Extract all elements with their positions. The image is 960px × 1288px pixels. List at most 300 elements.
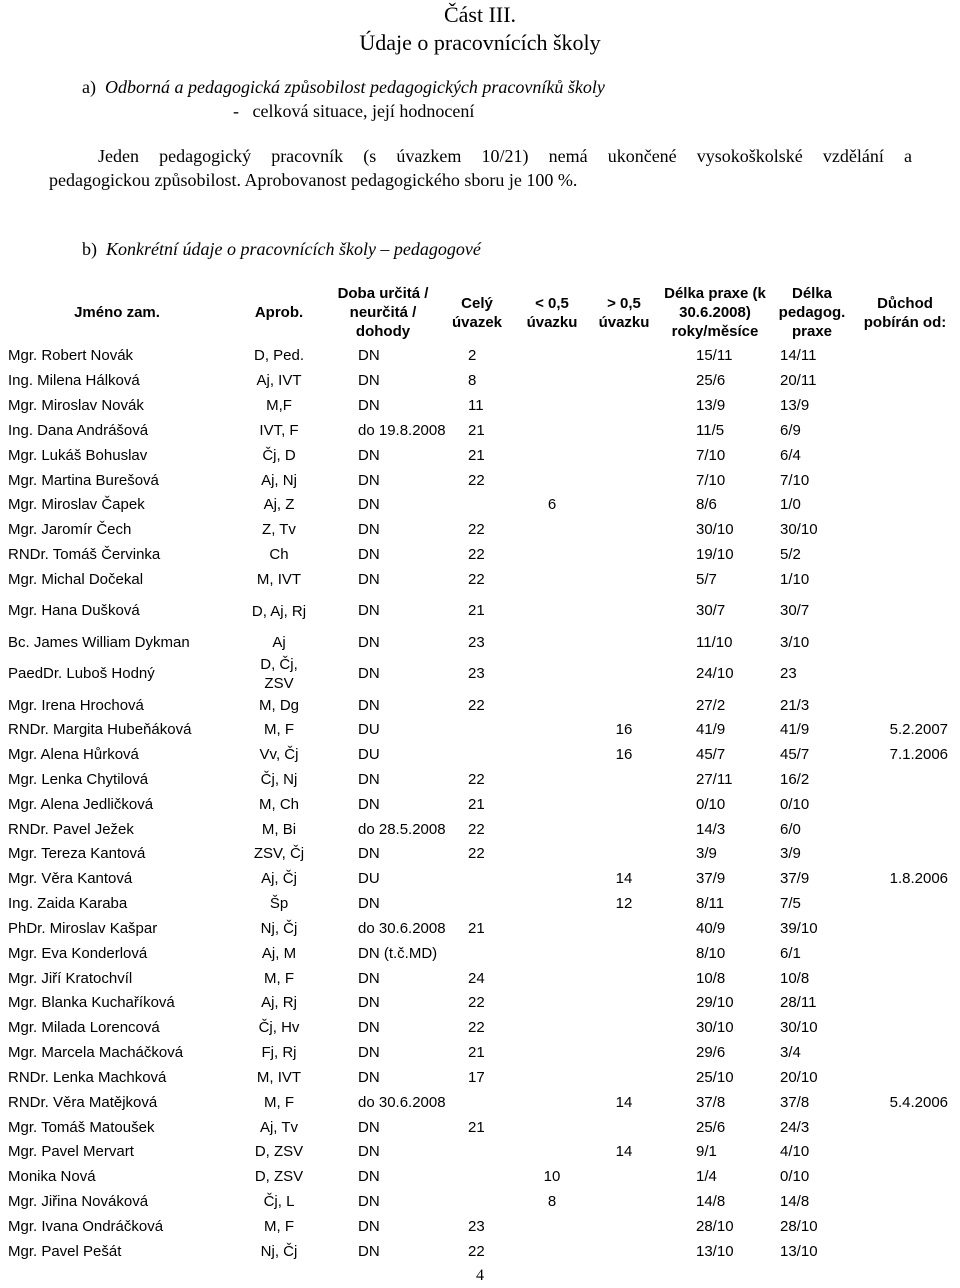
header-duchod: Důchod pobírán od: (863, 294, 947, 331)
full-load-cell: 21 (468, 602, 485, 620)
employee-name-cell: Mgr. Jiří Kratochvíl (8, 969, 133, 987)
contract-type-cell: DN (358, 546, 380, 564)
full-load-cell: 22 (468, 1019, 485, 1037)
pedagogical-practice-cell: 23 (780, 665, 797, 683)
aprobation-cell: M, F (264, 969, 294, 987)
employee-name-cell: Mgr. Michal Dočekal (8, 570, 144, 588)
table-row (4, 567, 956, 592)
employee-name-cell: Mgr. Lukáš Bohuslav (8, 446, 148, 464)
under-half-load-cell (516, 1140, 588, 1165)
pedagogical-practice-cell: 30/10 (780, 521, 818, 539)
total-practice-cell: 1/4 (696, 1168, 717, 1186)
pedagogical-practice-cell: 1/10 (780, 570, 810, 588)
aprobation-cell (230, 592, 328, 630)
under-half-load-cell (516, 941, 588, 966)
table-row (4, 768, 956, 793)
pension-since-cell (854, 518, 956, 543)
paragraph-line-2: pedagogickou způsobilost. Aprobovanost pedagogického sboru je 100 %. (49, 170, 578, 190)
under-half-load-cell (516, 369, 588, 394)
total-practice-cell: 13/9 (696, 397, 726, 415)
pedagogical-practice-cell: 30/10 (780, 1019, 818, 1037)
total-practice-cell: 0/10 (696, 795, 726, 813)
contract-type-cell: DN (358, 446, 380, 464)
over-half-load-cell (588, 941, 660, 966)
contract-type-cell: DU (358, 721, 380, 739)
aprobation-cell: Aj, Z (263, 496, 295, 514)
pension-since-cell (854, 1215, 956, 1240)
over-half-load-cell (588, 518, 660, 543)
full-load-cell (438, 493, 516, 518)
under-half-load-cell (516, 655, 588, 693)
contract-type-cell: DU (358, 746, 380, 764)
under-half-load-cell (516, 693, 588, 718)
under-half-load-cell (516, 817, 588, 842)
contract-type-cell: DN (358, 795, 380, 813)
under-half-load-cell (516, 768, 588, 793)
table-row (4, 418, 956, 443)
header-more-half: > 0,5 úvazku (598, 294, 650, 331)
employee-name-cell: Mgr. Milada Lorencová (8, 1019, 160, 1037)
employee-name-cell: Bc. James William Dykman (8, 633, 190, 651)
full-load-cell (438, 867, 516, 892)
pension-since-cell (854, 443, 956, 468)
assessment-paragraph (49, 144, 912, 192)
over-half-load-cell (588, 630, 660, 655)
contract-type-cell: DN (358, 895, 380, 913)
employee-name-cell: Mgr. Tereza Kantová (8, 845, 146, 863)
contract-type-cell: DN (358, 633, 380, 651)
full-load-cell (438, 1140, 516, 1165)
employee-name-cell: Mgr. Marcela Macháčková (8, 1044, 184, 1062)
pedagogical-practice-cell: 5/2 (780, 546, 801, 564)
contract-type-cell: DN (358, 1019, 380, 1037)
aprobation-cell: Aj, IVT (256, 372, 302, 390)
full-load-cell: 21 (468, 919, 485, 937)
pension-since-cell (854, 1140, 956, 1165)
over-half-load-cell (588, 655, 660, 693)
under-half-load-cell (516, 518, 588, 543)
section-a-heading (82, 75, 605, 99)
pedagogical-practice-cell: 7/10 (780, 471, 810, 489)
employee-name-cell: PhDr. Miroslav Kašpar (8, 919, 158, 937)
aprobation-cell: Čj, Nj (260, 771, 298, 788)
employee-name-cell: RNDr. Lenka Machková (8, 1068, 167, 1086)
full-load-cell: 21 (468, 421, 485, 439)
page-number: 4 (476, 1267, 484, 1284)
pedagogical-practice-cell: 20/11 (780, 372, 817, 390)
over-half-load-cell (588, 1239, 660, 1264)
pedagogical-practice-cell: 13/10 (780, 1242, 818, 1260)
pension-since-cell (854, 493, 956, 518)
employee-name-cell: Mgr. Alena Hůrková (8, 746, 139, 764)
aprobation-cell: Čj, Hv (258, 1019, 300, 1037)
over-half-load-cell: 16 (615, 746, 633, 764)
aprobation-cell: M, IVT (256, 570, 302, 588)
pension-since-cell (854, 693, 956, 718)
aprobation-text: D, Aj, Rj (251, 602, 307, 620)
over-half-load-cell (588, 344, 660, 369)
pension-since-cell (854, 1115, 956, 1140)
total-practice-cell: 7/10 (696, 446, 726, 464)
pension-since-cell (854, 543, 956, 568)
pedagogical-practice-cell: 3/10 (780, 633, 810, 651)
total-practice-cell: 13/10 (696, 1242, 734, 1260)
over-half-load-cell (588, 917, 660, 942)
total-practice-cell: 25/10 (696, 1068, 734, 1086)
full-load-cell: 22 (468, 845, 485, 863)
total-practice-cell: 30/10 (696, 1019, 734, 1037)
staff-table-body (4, 344, 956, 1264)
aprobation-cell: M, F (264, 721, 294, 739)
paragraph-line-1: Jeden pedagogický pracovník (s úvazkem 10/21) nemá ukončené vysokoškolské vzdělání a (98, 146, 912, 166)
table-row (4, 394, 956, 419)
under-half-load-cell (516, 1016, 588, 1041)
pedagogical-practice-cell: 24/3 (780, 1118, 810, 1136)
employee-name-cell: Mgr. Lenka Chytilová (8, 771, 149, 788)
aprobation-cell: IVT, F (259, 421, 299, 439)
section-b-heading (82, 237, 481, 261)
over-half-load-cell (588, 1190, 660, 1215)
total-practice-cell: 5/7 (696, 570, 717, 588)
over-half-load-cell: 14 (615, 870, 633, 888)
over-half-load-cell (588, 1115, 660, 1140)
table-row (4, 941, 956, 966)
total-practice-cell: 15/11 (696, 347, 733, 365)
employee-name-cell: Mgr. Miroslav Novák (8, 397, 144, 415)
full-load-cell: 22 (468, 521, 485, 539)
under-half-load-cell (516, 842, 588, 867)
pension-since-cell (854, 768, 956, 793)
pension-since-cell (854, 1239, 956, 1264)
over-half-load-cell (588, 394, 660, 419)
total-practice-cell: 27/2 (696, 696, 726, 714)
total-practice-cell: 11/5 (696, 421, 725, 439)
full-load-cell: 22 (468, 994, 485, 1012)
table-row (4, 817, 956, 842)
pedagogical-practice-cell: 1/0 (780, 496, 801, 514)
table-row (4, 468, 956, 493)
aprobation-cell: Ch (269, 546, 289, 564)
aprobation-cell: Aj, Nj (261, 471, 297, 489)
over-half-load-cell (588, 792, 660, 817)
table-row (4, 1115, 956, 1140)
over-half-load-cell (588, 1016, 660, 1041)
total-practice-cell: 24/10 (696, 665, 734, 683)
table-row (4, 892, 956, 917)
aprobation-cell: ZSV, Čj (253, 845, 305, 863)
full-load-cell: 21 (468, 446, 485, 464)
over-half-load-cell (588, 991, 660, 1016)
total-practice-cell: 14/3 (696, 820, 726, 838)
employee-name-cell: Mgr. Martina Burešová (8, 471, 159, 489)
employee-name-cell: Monika Nová (8, 1168, 96, 1186)
header-aprob: Aprob. (254, 304, 304, 321)
over-half-load-cell (588, 1041, 660, 1066)
header-delka-pedagog: Délka pedagog. praxe (778, 285, 846, 340)
pension-since-cell: 1.8.2006 (889, 870, 948, 888)
pedagogical-practice-cell: 14/11 (780, 347, 817, 365)
header-delka-praxe: Délka praxe (k 30.6.2008) roky/měsíce (664, 285, 766, 340)
contract-type-cell: DN (358, 969, 380, 987)
full-load-cell: 22 (468, 546, 485, 564)
contract-type-cell: DN (358, 521, 380, 539)
contract-type-cell: do 30.6.2008 (358, 919, 446, 937)
table-row (4, 1165, 956, 1190)
contract-type-cell: DN (358, 1217, 380, 1235)
over-half-load-cell (588, 592, 660, 630)
contract-type-cell: DN (358, 570, 380, 588)
full-load-cell: 21 (468, 795, 485, 813)
employee-name-cell: Mgr. Eva Konderlová (8, 944, 148, 962)
table-row (4, 792, 956, 817)
contract-type-cell: DN (358, 1168, 380, 1186)
aprobation-cell: D, Ped. (253, 347, 305, 365)
aprobation-cell: M, Dg (258, 696, 299, 714)
over-half-load-cell (588, 369, 660, 394)
table-row (4, 1140, 956, 1165)
aprobation-cell: Aj, Rj (261, 994, 297, 1012)
table-row (4, 543, 956, 568)
pedagogical-practice-cell: 45/7 (780, 746, 810, 764)
contract-type-cell: DN (358, 994, 380, 1012)
under-half-load-cell (516, 1041, 588, 1066)
contract-type-cell: DN (358, 1068, 380, 1086)
under-half-load-cell (516, 630, 588, 655)
pedagogical-practice-cell: 37/8 (780, 1093, 810, 1111)
employee-name-cell: Mgr. Jaromír Čech (8, 521, 132, 539)
pension-since-cell (854, 592, 956, 630)
aprobation-cell: D, ZSV (254, 1143, 304, 1161)
pension-since-cell (854, 892, 956, 917)
employee-name-cell: Mgr. Pavel Mervart (8, 1143, 134, 1161)
full-load-cell (438, 941, 516, 966)
contract-type-cell: DN (358, 696, 380, 714)
total-practice-cell: 3/9 (696, 845, 717, 863)
under-half-load-cell (516, 867, 588, 892)
table-row (4, 592, 956, 630)
contract-type-cell: DN (t.č.MD) (358, 944, 438, 962)
full-load-cell: 17 (468, 1068, 485, 1086)
under-half-load-cell: 10 (543, 1168, 561, 1186)
contract-type-cell: do 19.8.2008 (358, 421, 446, 439)
aprobation-cell: Aj, Tv (259, 1118, 299, 1136)
pension-since-cell (854, 817, 956, 842)
contract-type-cell: DN (358, 1193, 380, 1211)
aprobation-cell: Nj, Čj (260, 919, 298, 937)
contract-type-cell: DN (358, 1118, 380, 1136)
employee-name-cell: Mgr. Pavel Pešát (8, 1242, 122, 1260)
total-practice-cell: 45/7 (696, 746, 726, 764)
under-half-load-cell (516, 1239, 588, 1264)
full-load-cell (438, 892, 516, 917)
full-load-cell: 23 (468, 1217, 485, 1235)
aprobation-text: D, Čj, ZSV (260, 656, 298, 693)
pedagogical-practice-cell: 20/10 (780, 1068, 818, 1086)
pedagogical-practice-cell: 6/0 (780, 820, 801, 838)
table-row (4, 743, 956, 768)
staff-table (4, 281, 956, 1264)
total-practice-cell: 19/10 (696, 546, 734, 564)
pedagogical-practice-cell: 39/10 (780, 919, 818, 937)
full-load-cell (438, 1190, 516, 1215)
employee-name-cell: PaedDr. Luboš Hodný (8, 665, 155, 683)
full-load-cell: 11 (468, 397, 484, 415)
total-practice-cell: 8/11 (696, 895, 725, 913)
over-half-load-cell (588, 693, 660, 718)
full-load-cell (438, 1165, 516, 1190)
under-half-load-cell (516, 592, 588, 630)
pedagogical-practice-cell: 41/9 (780, 721, 810, 739)
pedagogical-practice-cell: 3/9 (780, 845, 801, 863)
table-row (4, 344, 956, 369)
pension-since-cell: 5.2.2007 (889, 721, 948, 739)
pension-since-cell: 5.4.2006 (889, 1093, 948, 1111)
pension-since-cell (854, 1041, 956, 1066)
under-half-load-cell (516, 418, 588, 443)
section-a-subitem: - celková situace, její hodnocení (233, 101, 475, 121)
employee-name-cell: Mgr. Robert Novák (8, 347, 134, 365)
section-b-marker: b) (82, 239, 97, 259)
contract-type-cell: do 28.5.2008 (358, 820, 446, 838)
under-half-load-cell: 8 (547, 1193, 557, 1211)
under-half-load-cell (516, 743, 588, 768)
full-load-cell: 22 (468, 771, 485, 788)
over-half-load-cell: 14 (615, 1143, 633, 1161)
over-half-load-cell: 16 (615, 721, 633, 739)
table-row (4, 518, 956, 543)
aprobation-cell: Aj (272, 633, 286, 651)
full-load-cell: 8 (468, 372, 477, 390)
table-row (4, 1215, 956, 1240)
total-practice-cell: 25/6 (696, 1118, 726, 1136)
aprobation-cell: M, Ch (258, 795, 299, 813)
pension-since-cell (854, 418, 956, 443)
full-load-cell (438, 1090, 516, 1115)
pension-since-cell (854, 1066, 956, 1091)
pension-since-cell (854, 567, 956, 592)
over-half-load-cell (588, 443, 660, 468)
pension-since-cell (854, 966, 956, 991)
under-half-load-cell (516, 718, 588, 743)
total-practice-cell: 9/1 (696, 1143, 717, 1161)
under-half-load-cell (516, 344, 588, 369)
table-row (4, 991, 956, 1016)
over-half-load-cell: 12 (615, 895, 633, 913)
over-half-load-cell (588, 493, 660, 518)
pedagogical-practice-cell: 3/4 (780, 1044, 801, 1062)
pension-since-cell (854, 369, 956, 394)
pension-since-cell (854, 917, 956, 942)
over-half-load-cell (588, 468, 660, 493)
over-half-load-cell (588, 418, 660, 443)
aprobation-cell: M, IVT (256, 1068, 302, 1086)
aprobation-cell: M,F (266, 397, 292, 415)
contract-type-cell: DN (358, 372, 380, 390)
aprobation-cell: M, F (264, 1093, 294, 1111)
contract-type-cell: DN (358, 665, 380, 683)
employee-name-cell: Mgr. Miroslav Čapek (8, 496, 145, 514)
total-practice-cell: 41/9 (696, 721, 726, 739)
total-practice-cell: 37/8 (696, 1093, 726, 1111)
pension-since-cell (854, 630, 956, 655)
total-practice-cell: 27/11 (696, 771, 733, 788)
aprobation-cell: M, F (264, 1217, 294, 1235)
table-row (4, 966, 956, 991)
contract-type-cell: DU (358, 870, 380, 888)
table-header-row (4, 281, 956, 344)
full-load-cell: 24 (468, 969, 485, 987)
pension-since-cell (854, 991, 956, 1016)
employee-name-cell: RNDr. Tomáš Červinka (8, 546, 161, 564)
under-half-load-cell (516, 1090, 588, 1115)
contract-type-cell: DN (358, 845, 380, 863)
table-row (4, 493, 956, 518)
full-load-cell: 21 (468, 1044, 485, 1062)
pension-since-cell (854, 1190, 956, 1215)
total-practice-cell: 7/10 (696, 471, 726, 489)
part-title: Část III. (443, 2, 517, 27)
employee-name-cell: Mgr. Irena Hrochová (8, 696, 144, 714)
table-row (4, 443, 956, 468)
table-row (4, 1016, 956, 1041)
under-half-load-cell (516, 1115, 588, 1140)
total-practice-cell: 28/10 (696, 1217, 734, 1235)
table-row (4, 1066, 956, 1091)
pension-since-cell (854, 394, 956, 419)
aprobation-cell: M, Bi (261, 820, 297, 838)
aprobation-cell: Z, Tv (262, 521, 296, 539)
contract-type-cell: DN (358, 771, 380, 788)
pedagogical-practice-cell: 37/9 (780, 870, 810, 888)
aprobation-cell: D, ZSV (254, 1168, 304, 1186)
under-half-load-cell (516, 792, 588, 817)
total-practice-cell: 29/6 (696, 1044, 726, 1062)
section-a-title: Odborná a pedagogická způsobilost pedagogických pracovníků školy (104, 77, 605, 97)
pedagogical-practice-cell: 21/3 (780, 696, 810, 714)
employee-name-cell: Ing. Zaida Karaba (8, 895, 128, 913)
employee-name-cell: Mgr. Ivana Ondráčková (8, 1217, 164, 1235)
full-load-cell: 22 (468, 696, 485, 714)
aprobation-cell: Šp (269, 895, 289, 913)
pedagogical-practice-cell: 30/7 (780, 602, 810, 620)
table-row (4, 655, 956, 693)
employee-name-cell: Ing. Milena Hálková (8, 372, 140, 390)
under-half-load-cell (516, 443, 588, 468)
full-load-cell: 23 (468, 633, 485, 651)
aprobation-cell: Čj, D (262, 446, 296, 464)
header-name: Jméno zam. (74, 304, 160, 321)
over-half-load-cell: 14 (615, 1093, 633, 1111)
full-load-cell: 22 (468, 570, 485, 588)
pedagogical-practice-cell: 28/11 (780, 994, 817, 1012)
under-half-load-cell (516, 567, 588, 592)
total-practice-cell: 37/9 (696, 870, 726, 888)
table-row (4, 1041, 956, 1066)
total-practice-cell: 10/8 (696, 969, 726, 987)
full-load-cell: 23 (468, 665, 485, 683)
total-practice-cell: 40/9 (696, 919, 726, 937)
pension-since-cell (854, 792, 956, 817)
pedagogical-practice-cell: 0/10 (780, 1168, 810, 1186)
under-half-load-cell (516, 1066, 588, 1091)
section-b-title: Konkrétní údaje o pracovnících školy – pedagogové (106, 239, 481, 259)
under-half-load-cell (516, 991, 588, 1016)
over-half-load-cell (588, 842, 660, 867)
aprobation-cell: Nj, Čj (260, 1242, 298, 1260)
table-row (4, 1239, 956, 1264)
pedagogical-practice-cell: 7/5 (780, 895, 801, 913)
full-load-cell: 22 (468, 1242, 485, 1260)
